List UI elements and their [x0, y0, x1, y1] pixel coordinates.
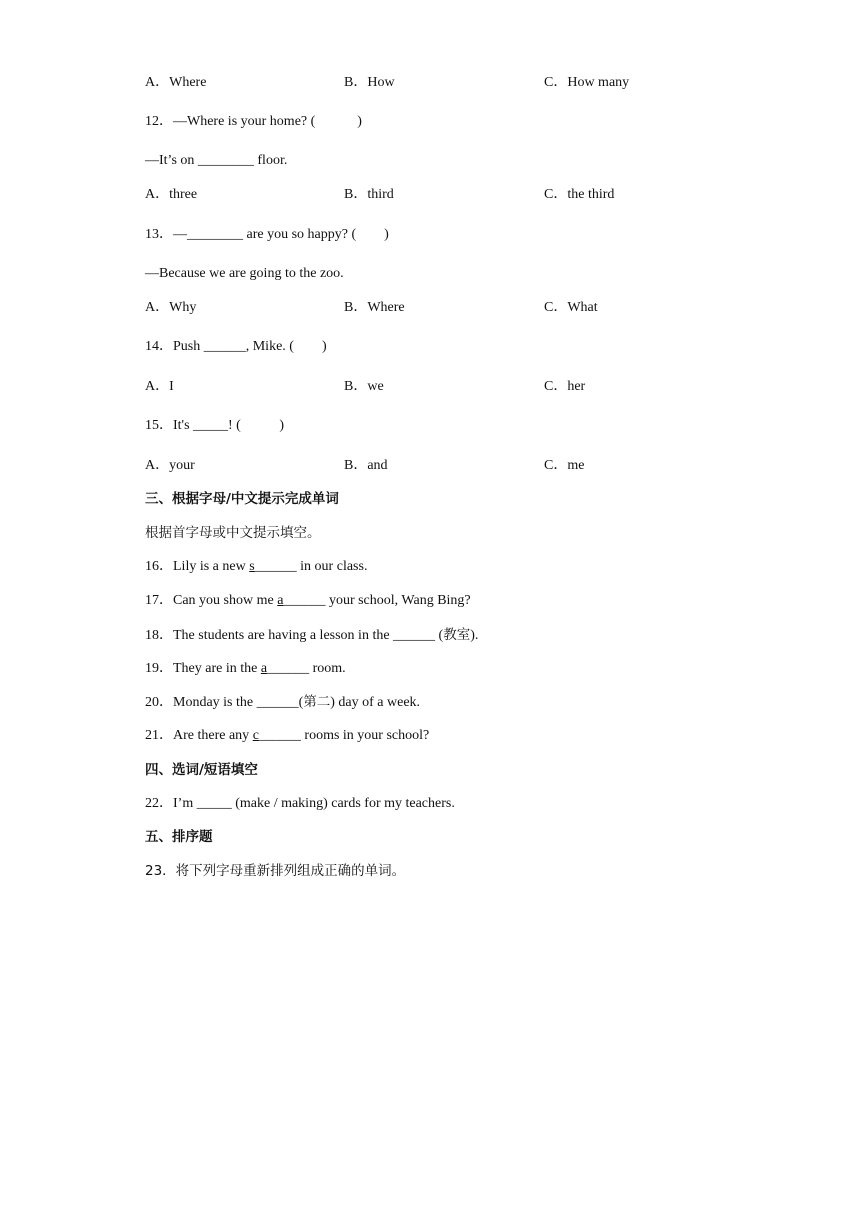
q12-dialogue: —It’s on ________ floor.: [145, 153, 288, 168]
q13-dialogue: —Because we are going to the zoo.: [145, 266, 344, 281]
q22: 22．I’m _____ (make / making) cards for my teachers.: [145, 796, 455, 811]
q15-stem: 15．It's _____! ( ): [145, 418, 285, 433]
q18: 18．The students are having a lesson in the ______ (教室).: [145, 627, 479, 643]
q16: 16．Lily is a new s______ in our class.: [145, 559, 368, 574]
q13-stem: 13．—________ are you so happy? ( ): [145, 227, 389, 242]
q13-option-a: A．Why: [145, 300, 197, 315]
q13-option-c: C．What: [544, 300, 598, 315]
q17-hint-letter: a: [277, 593, 284, 608]
q17: 17．Can you show me a______ your school, Wang Bing?: [145, 593, 471, 608]
q11-option-b: B．How: [344, 75, 395, 90]
q19-hint-letter: a: [260, 661, 268, 676]
section-3-heading: 三、根据字母/中文提示完成单词: [145, 491, 339, 507]
q21-hint-letter: c: [252, 728, 259, 743]
q23: 23．将下列字母重新排列组成正确的单词。: [145, 863, 406, 879]
q15-option-a: A．your: [145, 458, 195, 473]
section-5-heading: 五、排序题: [145, 829, 213, 845]
q11-option-c: C．How many: [544, 75, 630, 90]
section-3-instruction: 根据首字母或中文提示填空。: [145, 525, 321, 541]
section-4-heading: 四、选词/短语填空: [145, 762, 258, 778]
q12-option-b: B．third: [344, 187, 394, 202]
q14-stem: 14．Push ______, Mike. ( ): [145, 339, 327, 354]
q11-option-a: A．Where: [145, 75, 207, 90]
q12-option-c: C．the third: [544, 187, 615, 202]
q14-option-a: A．I: [145, 379, 174, 394]
q20-chinese-hint: 第二: [303, 694, 331, 710]
q20: 20．Monday is the ______(第二) day of a week.: [145, 694, 421, 710]
q14-option-b: B．we: [344, 379, 384, 394]
q13-option-b: B．Where: [344, 300, 405, 315]
q12-option-a: A．three: [145, 187, 198, 202]
q12-stem: 12．—Where is your home? ( ): [145, 114, 362, 129]
q21: 21．Are there any c______ rooms in your school?: [145, 728, 430, 743]
q16-hint-letter: s: [249, 559, 255, 574]
q15-option-b: B．and: [344, 458, 388, 473]
q18-chinese-hint: 教室: [443, 627, 471, 643]
q14-option-c: C．her: [544, 379, 586, 394]
q15-option-c: C．me: [544, 458, 585, 473]
q19: 19．They are in the a______ room.: [145, 661, 346, 676]
